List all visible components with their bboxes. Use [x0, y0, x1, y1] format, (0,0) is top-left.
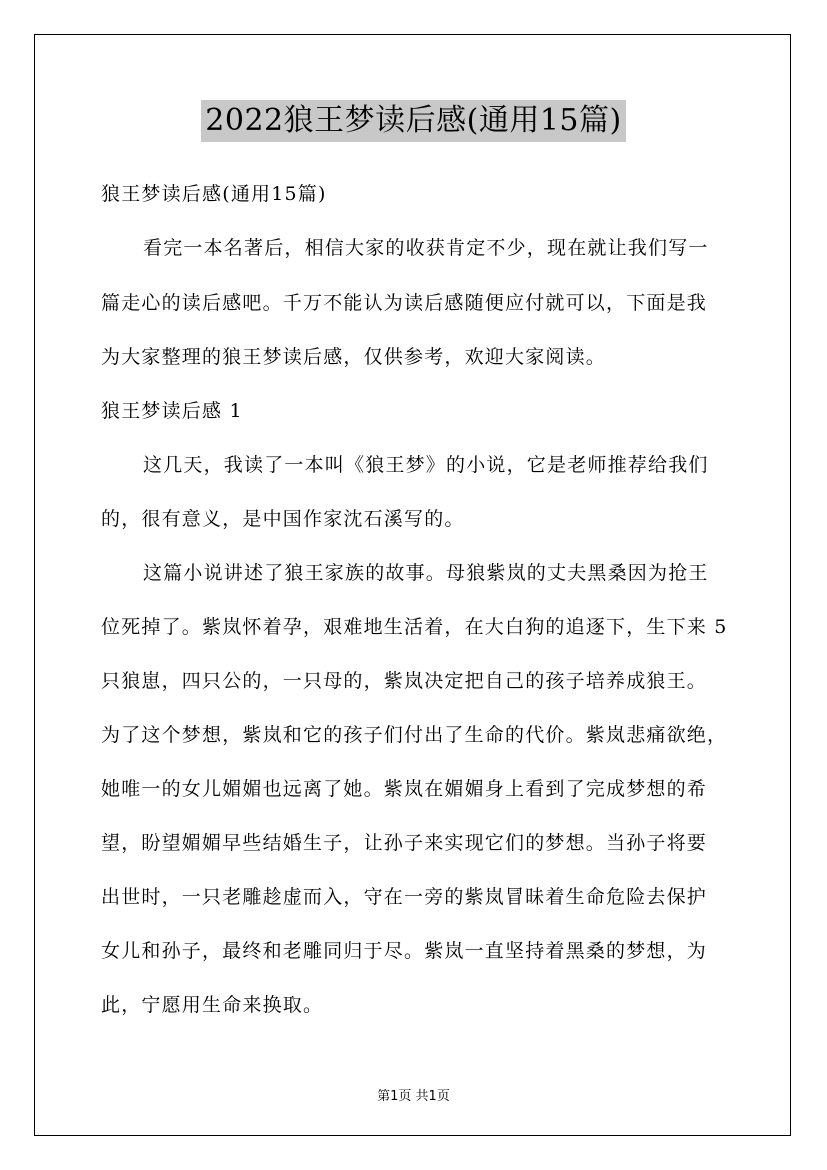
paragraph-line: 女儿和孙子，最终和老雕同归于尽。紫岚一直坚持着黑桑的梦想，为 — [101, 940, 708, 962]
paragraph-line: 只狼崽，四只公的，一只母的，紫岚决定把自己的孩子培养成狼王。 — [101, 670, 708, 692]
paragraph-line: 为了这个梦想，紫岚和它的孩子们付出了生命的代价。紫岚悲痛欲绝， — [101, 724, 728, 746]
paragraph-line: 她唯一的女儿媚媚也远离了她。紫岚在媚媚身上看到了完成梦想的希 — [101, 778, 708, 800]
paragraph-line: 的，很有意义，是中国作家沈石溪写的。 — [101, 508, 465, 530]
document-title: 2022狼王梦读后感(通用15篇) — [201, 100, 625, 142]
title-container — [0, 100, 827, 142]
section-heading: 狼王梦读后感 1 — [101, 400, 243, 422]
paragraph-line: 这篇小说讲述了狼王家族的故事。母狼紫岚的丈夫黑桑因为抢王 — [143, 562, 709, 584]
intro-line: 为大家整理的狼王梦读后感，仅供参考，欢迎大家阅读。 — [101, 346, 607, 368]
paragraph-line: 出世时，一只老雕趁虚而入，守在一旁的紫岚冒昧着生命危险去保护 — [101, 886, 708, 908]
paragraph-line: 这几天，我读了一本叫《狼王梦》的小说，它是老师推荐给我们 — [143, 454, 709, 476]
intro-line: 篇走心的读后感吧。千万不能认为读后感随便应付就可以，下面是我 — [101, 292, 708, 314]
document-subtitle: 狼王梦读后感(通用15篇) — [101, 183, 327, 205]
page-footer: 第1页 共1页 — [377, 1089, 450, 1104]
paragraph-line: 位死掉了。紫岚怀着孕，艰难地生活着，在大白狗的追逐下，生下来 5 — [101, 616, 728, 638]
paragraph-line: 望，盼望媚媚早些结婚生子，让孙子来实现它们的梦想。当孙子将要 — [101, 832, 708, 854]
intro-line: 看完一本名著后，相信大家的收获肯定不少，现在就让我们写一 — [143, 237, 709, 259]
paragraph-line: 此，宁愿用生命来换取。 — [101, 994, 324, 1016]
